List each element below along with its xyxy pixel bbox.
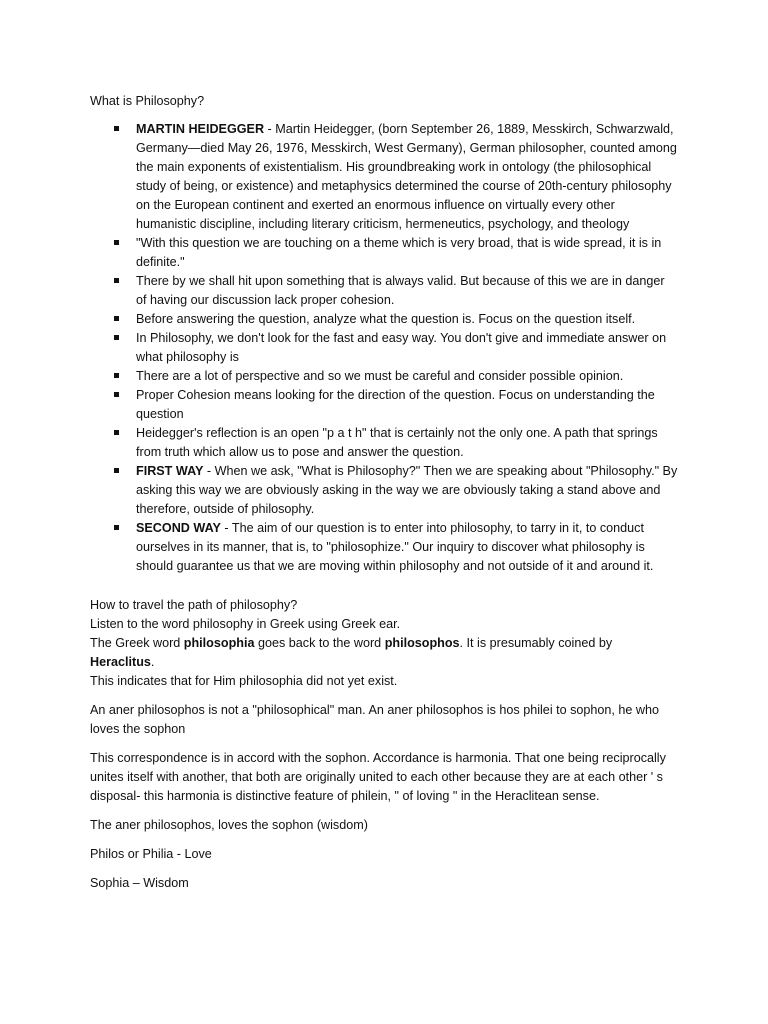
bullet-text: Heidegger's reflection is an open "p a t h" that is certainly not the only one. A path that springs from truth which allow us to pose and answer the question.: [136, 426, 658, 459]
sophia-line: Sophia – Wisdom: [90, 876, 189, 890]
document-heading: What is Philosophy?: [90, 94, 205, 108]
greek-term: philosophia: [183, 636, 255, 650]
bullet-bold: MARTIN HEIDEGGER: [136, 122, 265, 136]
indicates-line: This indicates that for Him philosophia did not yet exist.: [90, 674, 398, 688]
correspondence-paragraph: This correspondence is in accord with the sophon. Accordance is harmonia. That one being reciprocally unites itself with another, that both are originally united to each other because they are at each other ' s disposal- this harmonia is distinctive feature of philein, " of loving " in the Heraclitean sense.: [90, 751, 666, 803]
bullet-text: In Philosophy, we don't look for the fast and easy way. You don't give and immediate answer on what philosophy is: [136, 331, 667, 364]
bullet-item: [90, 234, 678, 272]
listen-line: Listen to the word philosophy in Greek using Greek ear.: [90, 617, 401, 631]
bullet-bold: FIRST WAY: [136, 464, 204, 478]
greek-text: The Greek word: [90, 636, 184, 650]
loves-line: The aner philosophos, loves the sophon (wisdom): [90, 818, 368, 832]
bullet-text: Proper Cohesion means looking for the direction of the question. Focus on understanding the question: [136, 388, 655, 421]
bullet-item: [90, 519, 678, 576]
travel-question: How to travel the path of philosophy?: [90, 598, 298, 612]
bullet-item: [90, 367, 678, 386]
greek-term: Heraclitus: [90, 655, 151, 669]
document-body: [90, 92, 678, 893]
bullet-item: [90, 424, 678, 462]
aner-paragraph: An aner philosophos is not a "philosophical" man. An aner philosophos is hos philei to sophon, he who loves the sophon: [90, 703, 660, 736]
bullet-item: [90, 329, 678, 367]
bullet-bold: SECOND WAY: [136, 521, 221, 535]
bullet-item: [90, 120, 678, 234]
bullet-item: [90, 386, 678, 424]
bullet-list: [90, 120, 678, 576]
greek-text: goes back to the word: [254, 636, 385, 650]
bullet-text: - When we ask, "What is Philosophy?" Then we are speaking about "Philosophy." By asking this way we are obviously asking in the way we are obviously taking a stand above and therefore, outside of philosophy.: [136, 464, 678, 516]
bullet-item: [90, 272, 678, 310]
bullet-item: [90, 310, 678, 329]
travel-section: [90, 596, 678, 691]
bullet-text: - The aim of our question is to enter into philosophy, to tarry in it, to conduct ourselves in its manner, that is, to "philosophize." Our inquiry to discover what philosophy is should guarantee us that we are moving within philosophy and not outside of it and around it.: [136, 521, 654, 573]
greek-word-line: [90, 634, 678, 672]
bullet-item: [90, 462, 678, 519]
bullet-text: There by we shall hit upon something that is always valid. But because of this we are in danger of having our discussion lack proper cohesion.: [136, 274, 665, 307]
philos-line: Philos or Philia - Love: [90, 847, 212, 861]
bullet-text: Before answering the question, analyze what the question is. Focus on the question itself.: [136, 312, 636, 326]
greek-term: philosophos: [384, 636, 460, 650]
bullet-text: There are a lot of perspective and so we must be careful and consider possible opinion.: [136, 369, 624, 383]
greek-text: . It is presumably coined by: [459, 636, 613, 650]
bullet-text: "With this question we are touching on a theme which is very broad, that is wide spread, it is in definite.": [136, 236, 662, 269]
greek-text: .: [150, 655, 155, 669]
bullet-text: - Martin Heidegger, (born September 26, 1889, Messkirch, Schwarzwald, Germany—died May 26, 1976, Messkirch, West Germany), German philosopher, counted among the main exponents of existentialism. His groundbreaking work in ontology (the philosophical study of being, or existence) and metaphysics determined the course of 20th-century philosophy on the European continent and exerted an enormous influence on virtually every other humanistic discipline, including literary criticism, hermeneutics, psychology, and theology: [136, 122, 677, 231]
